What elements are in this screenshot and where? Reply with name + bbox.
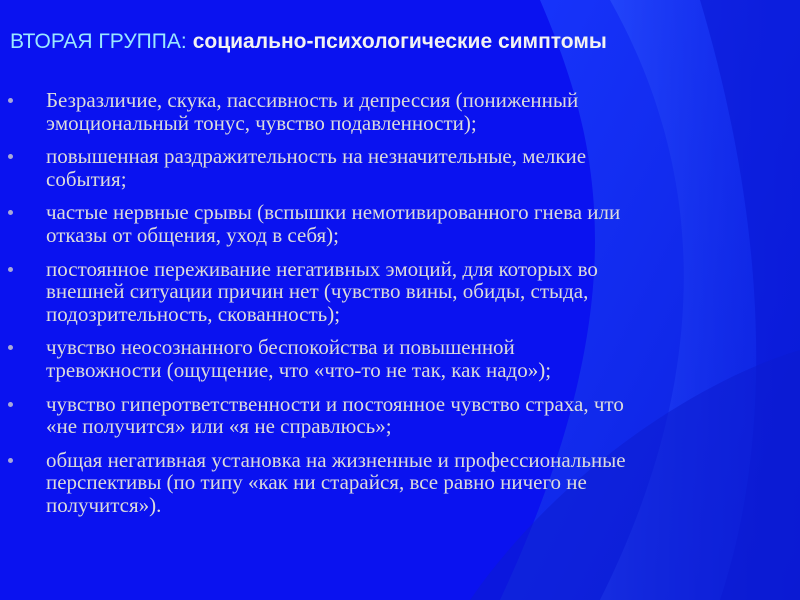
item-line: Безразличие, скука, пассивность и депрессия (пониженный <box>46 88 579 112</box>
title-lead: ВТОРАЯ ГРУППА: <box>10 30 187 53</box>
list-item <box>0 89 800 134</box>
item-line: события; <box>46 166 127 191</box>
bullet-dot-icon <box>8 345 13 350</box>
item-line: постоянное переживание негативных эмоций, для которых во <box>46 256 598 281</box>
item-line: внешней ситуации причин нет (чувство вины, обиды, стыда, <box>46 279 589 304</box>
item-line: чувство неосознанного беспокойства и повышенной <box>46 335 515 360</box>
slide-title <box>10 28 780 55</box>
list-item <box>0 393 800 438</box>
list-item <box>0 201 800 246</box>
item-line: подозрительность, скованность); <box>46 301 341 326</box>
bullet-dot-icon <box>8 402 13 407</box>
item-line: эмоциональный тонус, чувство подавленности); <box>46 110 477 135</box>
bullet-dot-icon <box>8 98 13 103</box>
item-line: тревожности (ощущение, что «что-то не так, как надо»); <box>46 357 552 382</box>
item-line: отказы от общения, уход в себя); <box>46 222 339 247</box>
item-line: перспективы (по типу «как ни старайся, все равно ничего не <box>46 470 587 495</box>
item-line: повышенная раздражительность на незначительные, мелкие <box>46 144 587 169</box>
list-item <box>0 258 800 326</box>
bullet-dot-icon <box>8 210 13 215</box>
list-item <box>0 145 800 190</box>
item-line: частые нервные срывы (вспышки немотивированного гнева или <box>46 200 621 225</box>
item-line: получится»). <box>46 492 162 517</box>
item-line: общая негативная установка на жизненные и профессиональные <box>46 447 626 472</box>
symptom-list <box>0 89 800 517</box>
item-line: чувство гиперответственности и постоянное чувство страха, что <box>46 391 624 416</box>
list-item <box>0 449 800 517</box>
bullet-dot-icon <box>8 267 13 272</box>
title-rest: социально-психологические симптомы <box>192 30 607 53</box>
list-item <box>0 336 800 381</box>
bullet-dot-icon <box>8 154 13 159</box>
item-line: «не получится» или «я не справлюсь»; <box>46 414 392 439</box>
bullet-dot-icon <box>8 458 13 463</box>
